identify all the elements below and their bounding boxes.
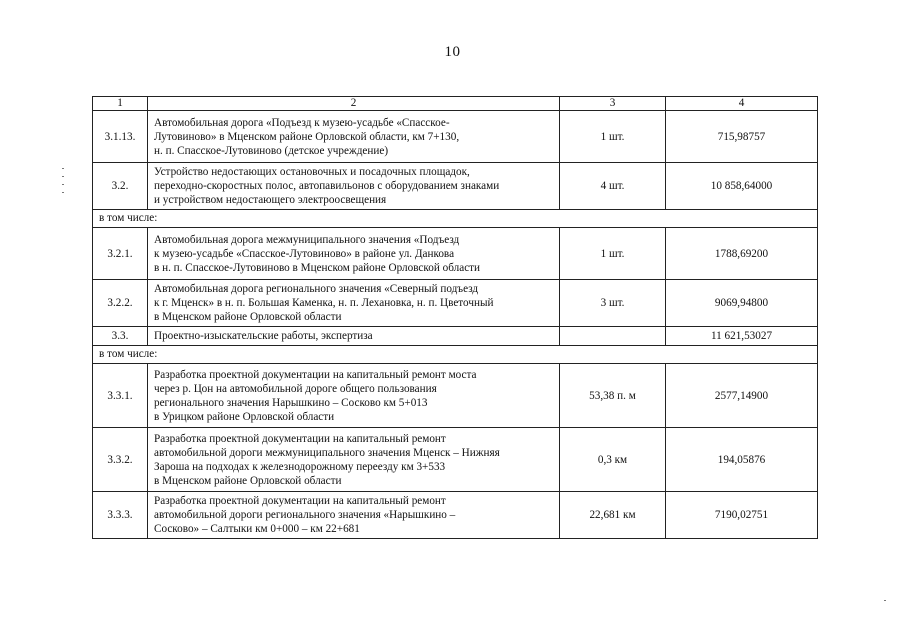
- description-line: Разработка проектной документации на капитальный ремонт: [154, 432, 446, 445]
- description-line: автомобильной дороги межмуниципального значения Мценск – Нижняя: [154, 446, 500, 459]
- row-number: 3.3.2.: [93, 428, 148, 492]
- description-line: в Мценском районе Орловской области: [154, 474, 342, 487]
- description-line: Разработка проектной документации на капитальный ремонт: [154, 495, 446, 507]
- description-line: Разработка проектной документации на капитальный ремонт моста: [154, 368, 477, 381]
- row-number: 3.2.1.: [93, 228, 148, 280]
- table-row: [93, 163, 818, 210]
- subtotal-label: в том числе:: [93, 210, 818, 228]
- subtotal-label-row: [93, 210, 818, 228]
- description-line: Лутовиново» в Мценском районе Орловской области, км 7+130,: [154, 130, 460, 143]
- row-quantity: [560, 327, 666, 346]
- table-row: [93, 228, 818, 280]
- row-description: [148, 280, 560, 327]
- description-line: и устройством недостающего электроосвещения: [154, 194, 387, 206]
- description-line: к музею-усадьбе «Спасское-Лутовиново» в районе ул. Данкова: [154, 247, 455, 260]
- description-line: Проектно-изыскательские работы, экспертиза: [154, 330, 373, 342]
- row-amount: 715,98757: [666, 111, 818, 163]
- row-number: 3.1.13.: [93, 111, 148, 163]
- row-number: 3.3.: [93, 327, 148, 346]
- document-table: [92, 96, 818, 539]
- row-quantity: 22,681 км: [560, 492, 666, 539]
- table-row: [93, 111, 818, 163]
- row-amount: 11 621,53027: [666, 327, 818, 346]
- row-number: 3.3.3.: [93, 492, 148, 539]
- row-amount: 1788,69200: [666, 228, 818, 280]
- description-line: автомобильной дороги регионального значения «Нарышкино –: [154, 509, 456, 521]
- header-cell-col4: 4: [666, 97, 818, 111]
- description-line: Автомобильная дорога межмуниципального значения «Подъезд: [154, 233, 460, 246]
- row-description: [148, 492, 560, 539]
- scan-speck: [884, 600, 886, 601]
- row-description: [148, 327, 560, 346]
- row-description: [148, 364, 560, 428]
- table-row: [93, 428, 818, 492]
- description-line: регионального значения Нарышкино – Сосково км 5+013: [154, 396, 428, 409]
- description-line: в Урицком районе Орловской области: [154, 410, 335, 423]
- row-quantity: 53,38 п. м: [560, 364, 666, 428]
- row-amount: 2577,14900: [666, 364, 818, 428]
- description-line: Зароша на подходах к железнодорожному переезду км 3+533: [154, 460, 446, 473]
- header-cell-col1: 1: [93, 97, 148, 111]
- row-quantity: 1 шт.: [560, 111, 666, 163]
- header-cell-col3: 3: [560, 97, 666, 111]
- table-row: [93, 364, 818, 428]
- scan-speck: [62, 176, 64, 177]
- row-number: 3.2.: [93, 163, 148, 210]
- row-quantity: 3 шт.: [560, 280, 666, 327]
- scan-speck: [62, 192, 64, 193]
- row-quantity: 0,3 км: [560, 428, 666, 492]
- row-amount: 10 858,64000: [666, 163, 818, 210]
- row-amount: 7190,02751: [666, 492, 818, 539]
- row-quantity: 1 шт.: [560, 228, 666, 280]
- row-description: [148, 163, 560, 210]
- description-line: через р. Цон на автомобильной дороге общего пользования: [154, 382, 437, 395]
- row-description: [148, 428, 560, 492]
- row-amount: 194,05876: [666, 428, 818, 492]
- table-row: [93, 327, 818, 346]
- description-line: н. п. Спасское-Лутовиново (детское учреждение): [154, 144, 389, 157]
- scan-speck: [62, 184, 64, 185]
- page-number: 10: [444, 44, 461, 60]
- subtotal-label: в том числе:: [93, 346, 818, 364]
- row-description: [148, 111, 560, 163]
- row-amount: 9069,94800: [666, 280, 818, 327]
- row-number: 3.2.2.: [93, 280, 148, 327]
- row-number: 3.3.1.: [93, 364, 148, 428]
- scan-speck: [62, 168, 64, 169]
- row-description: [148, 228, 560, 280]
- header-cell-col2: 2: [148, 97, 560, 111]
- table-header-row: [93, 97, 818, 111]
- description-line: в н. п. Спасское-Лутовиново в Мценском районе Орловской области: [154, 261, 481, 274]
- table-body: [93, 97, 818, 539]
- row-quantity: 4 шт.: [560, 163, 666, 210]
- description-line: Устройство недостающих остановочных и посадочных площадок,: [154, 166, 470, 178]
- description-line: переходно-скоростных полос, автопавильонов с оборудованием знаками: [154, 180, 500, 192]
- table-row: [93, 280, 818, 327]
- description-line: Автомобильная дорога «Подъезд к музею-усадьбе «Спасское-: [154, 116, 450, 129]
- description-line: Сосково» – Салтыки км 0+000 – км 22+681: [154, 523, 360, 535]
- description-line: к г. Мценск» в н. п. Большая Каменка, н. п. Лехановка, н. п. Цветочный: [154, 297, 494, 309]
- description-line: в Мценском районе Орловской области: [154, 311, 342, 323]
- table-row: [93, 492, 818, 539]
- description-line: Автомобильная дорога регионального значения «Северный подъезд: [154, 283, 479, 295]
- subtotal-label-row: [93, 346, 818, 364]
